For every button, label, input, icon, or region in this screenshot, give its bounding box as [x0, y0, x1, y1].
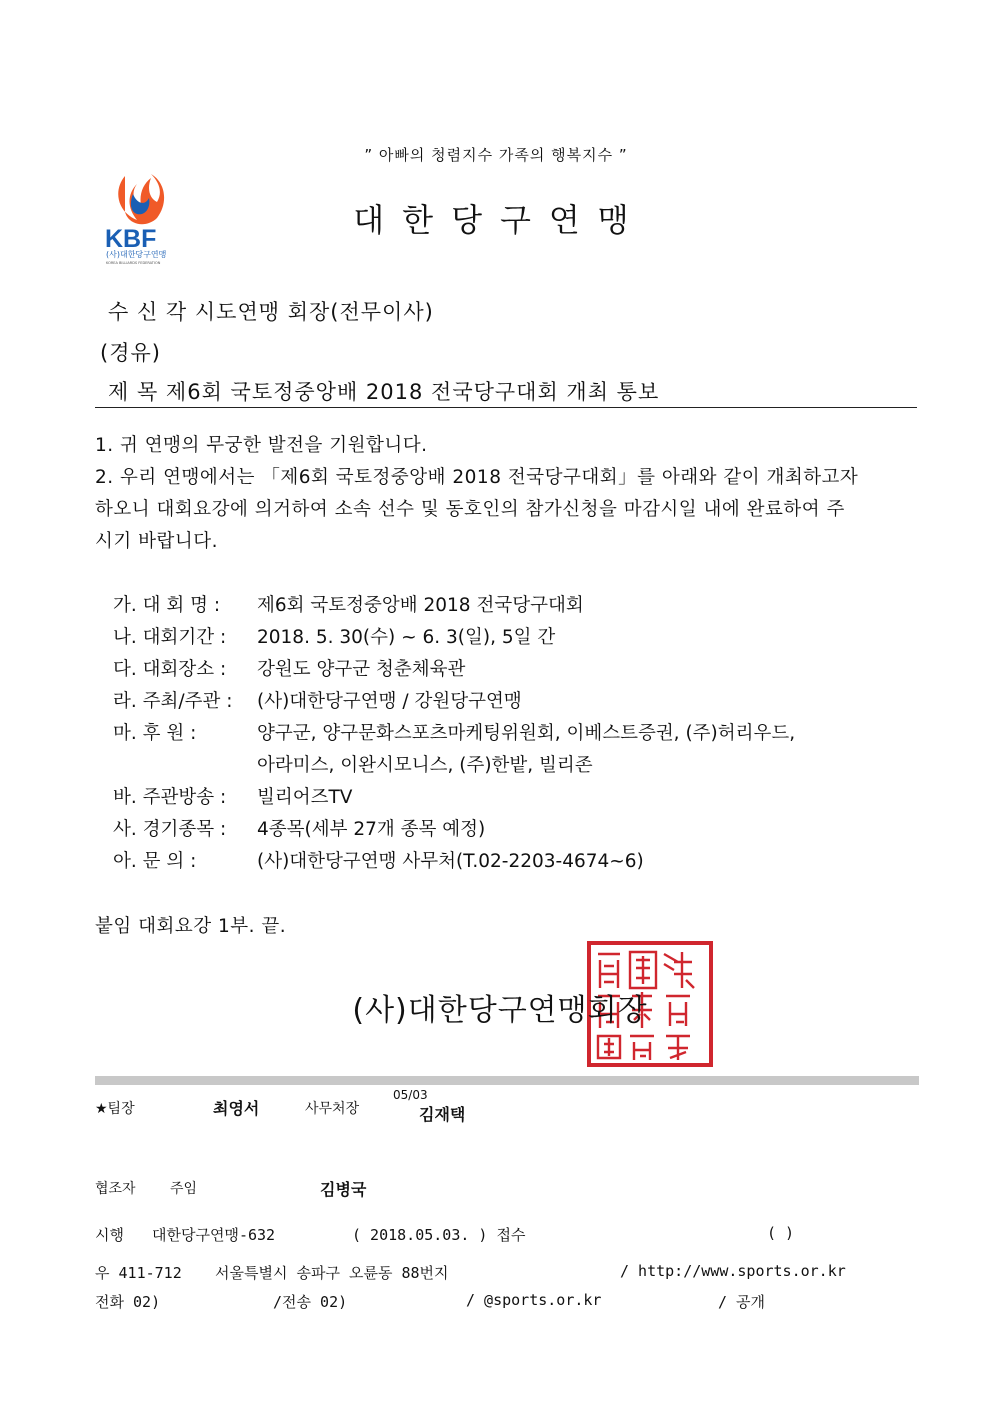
- detail-value-period: 2018. 5. 30(수) ~ 6. 3(일), 5일 간: [257, 627, 556, 648]
- detail-label-inquiry: 아. 문 의 :: [113, 851, 197, 872]
- via-line: (경유): [100, 341, 161, 365]
- enforce-date: ( 2018.05.03. ) 접수: [352, 1226, 526, 1244]
- paragraph-2-line-3: 시기 바랍니다.: [95, 531, 218, 552]
- website-link[interactable]: / http://www.sports.or.kr: [620, 1262, 846, 1280]
- enforce-number: 대한당구연맹-632: [152, 1226, 276, 1244]
- detail-label-period: 나. 대회기간 :: [113, 627, 227, 648]
- cooperator-title: 협조자: [95, 1181, 136, 1197]
- detail-value-sponsor: 양구군, 양구문화스포츠마케팅위원회, 이베스트증권, (주)허리우드,: [257, 723, 796, 744]
- recipient-line: 수 신 각 시도연맹 회장(전무이사): [108, 300, 434, 324]
- lead-title: ★팀장: [95, 1101, 135, 1117]
- motto: ” 아빠의 청렴지수 가족의 행복지수 ”: [364, 146, 628, 164]
- paragraph-1: 1. 귀 연맹의 무궁한 발전을 기원합니다.: [95, 435, 428, 456]
- detail-value-broadcast: 빌리어즈TV: [257, 787, 353, 808]
- fax: /전송 02): [273, 1293, 348, 1311]
- detail-label-events: 사. 경기종목 :: [113, 819, 227, 840]
- organization-title: 대한당구연맹: [353, 201, 647, 239]
- detail-value-host: (사)대한당구연맹 / 강원당구연맹: [257, 691, 522, 712]
- detail-label-venue: 다. 대회장소 :: [113, 659, 227, 680]
- secretary-date: 05/03: [393, 1088, 428, 1102]
- subject-divider: [95, 407, 917, 408]
- paragraph-2-line-2: 하오니 대회요강에 의거하여 소속 선수 및 동호인의 참가신청을 마감시일 내에 완료하여 주: [95, 499, 845, 520]
- detail-label-host: 라. 주최/주관 :: [113, 691, 233, 712]
- logo-text: KBF: [105, 225, 157, 253]
- postal-code: 우 411-712: [95, 1264, 182, 1282]
- approval-divider: [95, 1076, 919, 1085]
- disclosure: / 공개: [718, 1293, 766, 1311]
- phone: 전화 02): [95, 1293, 161, 1311]
- email[interactable]: / @sports.or.kr: [466, 1291, 602, 1309]
- cooperator-name: 김병국: [320, 1180, 367, 1199]
- attachment-line: 붙임 대회요강 1부. 끝.: [95, 916, 287, 937]
- detail-value-name: 제6회 국토정중앙배 2018 전국당구대회: [257, 595, 584, 616]
- address: 서울특별시 송파구 오륜동 88번지: [215, 1264, 449, 1282]
- paragraph-2-line-1: 2. 우리 연맹에서는 「제6회 국토정중앙배 2018 전국당구대회」를 아래와 같이 개최하고자: [95, 467, 859, 488]
- logo-subtext-en: KOREA BILLIARDS FEDERATION: [106, 261, 161, 265]
- secretary-title: 사무처장: [305, 1101, 360, 1117]
- enforce-label: 시행: [95, 1226, 124, 1244]
- detail-value-inquiry: (사)대한당구연맹 사무처(T.02-2203-4674~6): [257, 851, 644, 872]
- detail-value-venue: 강원도 양구군 청춘체육관: [257, 659, 466, 680]
- logo-subtext: (사)대한당구연맹: [106, 250, 167, 259]
- detail-value-sponsor-cont: 아라미스, 이완시모니스, (주)한밭, 빌리존: [257, 755, 593, 776]
- detail-label-broadcast: 바. 주관방송 :: [113, 787, 227, 808]
- receipt-paren: ( ): [767, 1224, 795, 1242]
- detail-label-sponsor: 마. 후 원 :: [113, 723, 197, 744]
- lead-name: 최영서: [213, 1099, 260, 1118]
- detail-label-name: 가. 대 회 명 :: [113, 595, 221, 616]
- secretary-name: 김재택: [419, 1105, 466, 1124]
- detail-value-events: 4종목(세부 27개 종목 예정): [257, 819, 486, 840]
- subject-line: 제 목 제6회 국토정중앙배 2018 전국당구대회 개최 통보: [108, 380, 660, 404]
- cooperator-role: 주임: [170, 1181, 198, 1197]
- signature-line: (사)대한당구연맹회장: [352, 993, 648, 1028]
